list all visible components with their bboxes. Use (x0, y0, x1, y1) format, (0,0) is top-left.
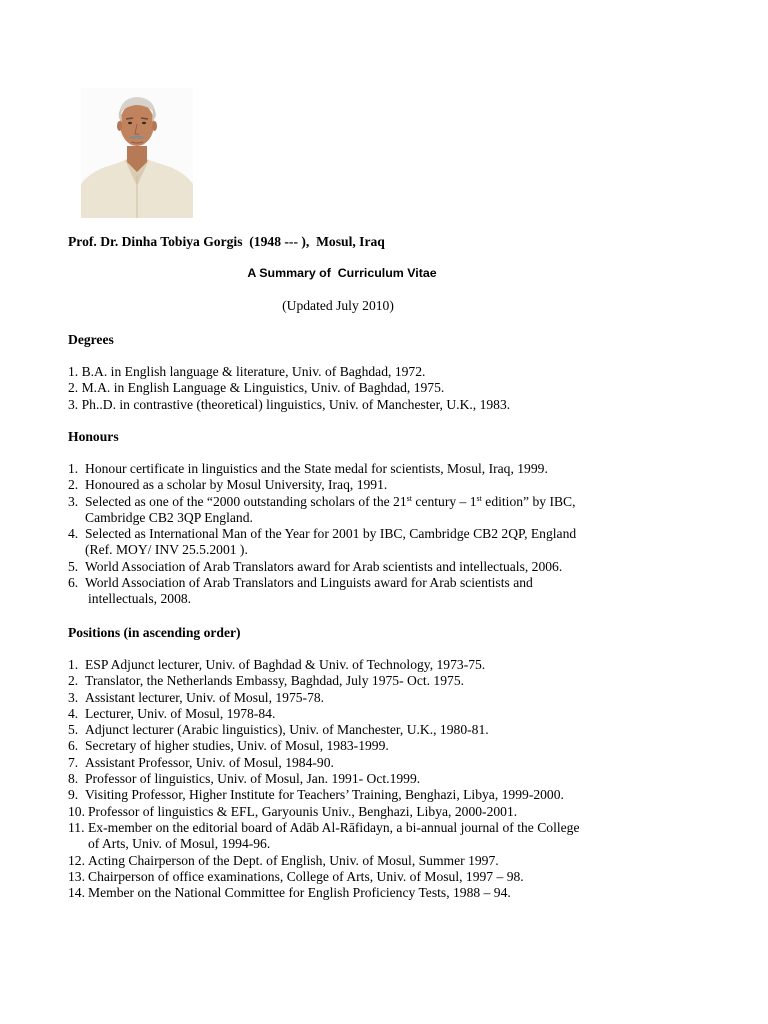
portrait-image (81, 88, 193, 218)
list-item (68, 853, 580, 869)
item-text: Lecturer, Univ. of Mosul, 1978-84. (85, 705, 276, 721)
list-item (68, 820, 580, 836)
item-number: 3. (68, 689, 79, 705)
list-item: 2. M.A. in English Language & Linguistics, Univ. of Baghdad, 1975. (68, 380, 445, 396)
item-number: 9. (68, 787, 79, 803)
cv-name-line: Prof. Dr. Dinha Tobiya Gorgis (1948 --- ), Mosul, Iraq (68, 234, 385, 249)
item-text: Professor of linguistics & EFL, Garyounis Univ., Benghazi, Libya, 2000-2001. (88, 803, 518, 819)
item-text: Honoured as a scholar by Mosul University, Iraq, 1991. (85, 477, 388, 493)
list-item: 1. B.A. in English language & literature, Univ. of Baghdad, 1972. (68, 364, 426, 379)
item-text: World Association of Arab Translators and Linguists award for Arab scientists and (85, 575, 533, 591)
positions-heading: Positions (in ascending order) (68, 625, 241, 640)
item-number: 12. (68, 852, 85, 868)
list-item (68, 494, 576, 510)
list-item (68, 575, 576, 591)
item-number: 10. (68, 803, 85, 819)
item-number: 7. (68, 754, 79, 770)
list-item (68, 738, 580, 754)
list-item: 3. Ph..D. in contrastive (theoretical) linguistics, Univ. of Manchester, U.K., 1983. (68, 396, 511, 412)
item-text: Selected as International Man of the Year for 2001 by IBC, Cambridge CB2 2QP, England (85, 526, 577, 542)
item-text: Professor of linguistics, Univ. of Mosul, Jan. 1991- Oct.1999. (85, 771, 421, 787)
item-text: century – 1 (411, 493, 477, 509)
degrees-heading: Degrees (68, 332, 114, 347)
item-text: Chairperson of office examinations, College of Arts, Univ. of Mosul, 1997 – 98. (88, 868, 524, 884)
cv-title-text: A Summary of Curriculum Vitae (247, 266, 437, 280)
cv-title (0, 266, 684, 280)
item-text: Assistant Professor, Univ. of Mosul, 1984-90. (85, 754, 334, 770)
item-text: Honour certificate in linguistics and the State medal for scientists, Mosul, Iraq, 1999. (85, 461, 548, 476)
item-number: 6. (68, 738, 79, 754)
list-item (68, 559, 576, 575)
item-number: 11. (68, 819, 85, 835)
item-text: World Association of Arab Translators award for Arab scientists and intellectuals, 2006. (85, 558, 563, 574)
item-number: 2. (68, 477, 79, 493)
list-item (68, 706, 580, 722)
item-number: 3. (68, 493, 79, 509)
superscript: st (406, 493, 412, 503)
list-item (68, 787, 580, 803)
item-number: 4. (68, 705, 79, 721)
item-number: 5. (68, 558, 79, 574)
positions-list (68, 657, 580, 901)
item-number: 1. (68, 461, 79, 476)
list-item (68, 771, 580, 787)
item-number: 5. (68, 722, 79, 738)
list-item (68, 869, 580, 885)
list-item-continuation: intellectuals, 2008. (88, 591, 192, 607)
cv-updated: (Updated July 2010) (282, 298, 394, 313)
list-item (68, 755, 580, 771)
item-text: ESP Adjunct lecturer, Univ. of Baghdad & Univ. of Technology, 1973-75. (85, 657, 486, 672)
list-item (68, 690, 580, 706)
list-item (68, 885, 580, 901)
item-text: Secretary of higher studies, Univ. of Mosul, 1983-1999. (85, 738, 389, 754)
degrees-list (68, 364, 510, 413)
list-item (68, 461, 576, 477)
item-text: Visiting Professor, Higher Institute for Teachers’ Training, Benghazi, Libya, 1999-2000. (85, 787, 564, 803)
portrait-photo (81, 88, 193, 218)
item-text: Translator, the Netherlands Embassy, Baghdad, July 1975- Oct. 1975. (85, 673, 465, 689)
item-text: Assistant lecturer, Univ. of Mosul, 1975-78. (85, 689, 325, 705)
list-item (68, 657, 580, 673)
item-text: Member on the National Committee for English Proficiency Tests, 1988 – 94. (88, 885, 511, 901)
list-item-continuation: (Ref. MOY/ INV 25.5.2001 ). (85, 542, 248, 558)
superscript: st (476, 493, 482, 503)
item-number: 2. (68, 673, 79, 689)
item-text: Ex-member on the editorial board of Adāb Al-Rāfidayn, a bi-annual journal of the College (88, 819, 580, 835)
item-number: 6. (68, 575, 79, 591)
item-number: 4. (68, 526, 79, 542)
list-item (68, 526, 576, 542)
item-text: edition” by IBC, (481, 493, 576, 509)
item-number: 8. (68, 771, 79, 787)
item-text: Acting Chairperson of the Dept. of English, Univ. of Mosul, Summer 1997. (88, 852, 499, 868)
honours-list (68, 461, 576, 608)
item-number: 1. (68, 657, 79, 672)
item-text: Adjunct lecturer (Arabic linguistics), Univ. of Manchester, U.K., 1980-81. (85, 722, 489, 738)
item-number: 14. (68, 885, 85, 901)
list-item-continuation: Cambridge CB2 3QP England. (85, 509, 253, 525)
list-item (68, 673, 580, 689)
list-item (68, 722, 580, 738)
list-item (68, 477, 576, 493)
item-number: 13. (68, 868, 85, 884)
list-item (68, 804, 580, 820)
honours-heading: Honours (68, 429, 119, 444)
list-item-continuation: of Arts, Univ. of Mosul, 1994-96. (88, 836, 271, 852)
item-text: Selected as one of the “2000 outstanding scholars of the 21 (85, 493, 407, 509)
